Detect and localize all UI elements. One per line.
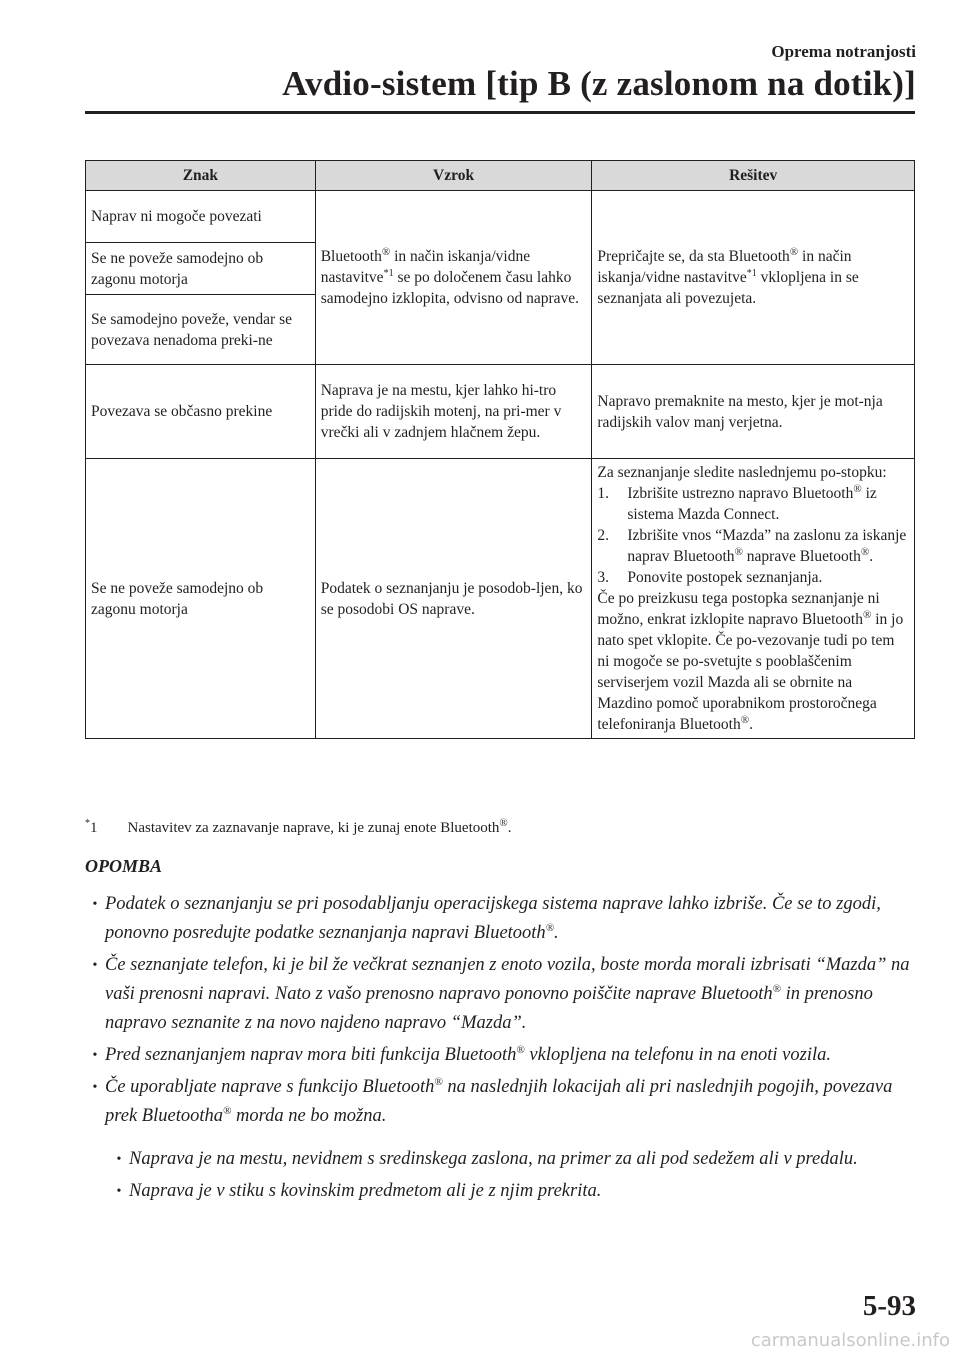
column-header-solution: Rešitev: [592, 161, 915, 191]
sub-note-list: [109, 1145, 915, 1206]
solution-cell: Napravo premaknite na mesto, kjer je mot-nja radijskih valov manj verjetna.: [592, 365, 915, 459]
list-item: • Če seznanjate telefon, ki je bil že večkrat seznanjen z enoto vozila, boste morda morali izbrisati “Mazda” na vaši prenosni napravi. Nato z vašo prenosno napravo ponovno poiščite naprave Bluetooth® in prenosno napravo seznanite z na novo najdeno napravo “Mazda”.: [85, 951, 915, 1038]
procedure-outro: Če po preizkusu tega postopka seznanjanje ni možno, enkrat izklopite napravo Bluetooth® in jo nato spet vklopite. Če po-vezovanje tudi po tem ni mogoče se po-svetujte s pooblaščenim serviserjem vozil Mazda ali se obrnite na Mazdino pomoč uporabnikom prostoročnega telefoniranja Bluetooth®.: [597, 590, 904, 733]
list-item: • Naprava je v stiku s kovinskim predmetom ali je z njim prekrita.: [109, 1177, 915, 1206]
symptom-cell: Se ne poveže samodejno ob zagonu motorja: [86, 243, 316, 295]
procedure-steps: [597, 483, 909, 588]
symptom-cell: Se ne poveže samodejno ob zagonu motorja: [86, 459, 316, 739]
cause-cell: Podatek o seznanjanju je posodob-ljen, ko se posodobi OS naprave.: [315, 459, 592, 739]
column-header-cause: Vzrok: [315, 161, 592, 191]
procedure-step: 3. Ponovite postopek seznanjanja.: [597, 569, 823, 586]
page-number: 5-93: [862, 1290, 916, 1322]
procedure-step: 2. Izbrišite vnos “Mazda” na zaslonu za iskanje naprav Bluetooth® naprave Bluetooth®.: [597, 527, 907, 565]
table-row: [86, 191, 915, 243]
bullet-icon: •: [92, 1080, 98, 1095]
procedure-step: 1. Izbrišite ustrezno napravo Bluetooth® iz sistema Mazda Connect.: [597, 482, 877, 523]
symptom-cell: Se samodejno poveže, vendar se povezava nenadoma preki-ne: [86, 295, 316, 365]
procedure-intro: Za seznanjanje sledite naslednjemu po-stopku:: [597, 464, 887, 481]
footnote: *1 Nastavitev za zaznavanje naprave, ki je zunaj enote Bluetooth®.: [85, 817, 512, 836]
table-row: [86, 365, 915, 459]
column-header-symptom: Znak: [86, 161, 316, 191]
cause-cell: Bluetooth® in način iskanja/vidne nastavitve$^{*1}$ se po določenem času lahko samodejno izklopita, odvisno od naprave.: [315, 191, 592, 365]
bullet-icon: •: [116, 1152, 122, 1167]
list-item: • Če uporabljate naprave s funkcijo Bluetooth® na naslednjih lokacijah ali pri naslednjih pogojih, povezava prek Bluetootha® morda ne bo možna.: [85, 1073, 915, 1131]
solution-cell: [592, 459, 915, 739]
troubleshooting-table: [85, 160, 915, 739]
list-item: • Naprava je na mestu, nevidnem s sredinskega zaslona, na primer za ali pod sedežem ali v predalu.: [109, 1145, 915, 1174]
bullet-icon: •: [92, 897, 98, 912]
section-label: Oprema notranjosti: [771, 42, 916, 61]
bullet-icon: •: [116, 1184, 122, 1199]
table-header-row: [86, 161, 915, 191]
header-divider: [85, 111, 915, 114]
bullet-icon: •: [92, 958, 98, 973]
symptom-cell: Naprav ni mogoče povezati: [86, 191, 316, 243]
watermark: carmanualsonline.info: [750, 1330, 950, 1351]
bullet-icon: •: [92, 1048, 98, 1063]
page-title: Avdio-sistem [tip B (z zaslonom na dotik)]: [282, 64, 916, 103]
table-row: [86, 459, 915, 739]
symptom-cell: Povezava se občasno prekine: [86, 365, 316, 459]
list-item: • Podatek o seznanjanju se pri posodabljanju operacijskega sistema naprave lahko izbriše. Če se to zgodi, ponovno posredujte podatke seznanjanja napravi Bluetooth®.: [85, 890, 915, 948]
note-list: [85, 890, 915, 1209]
list-item: • Pred seznanjanjem naprav mora biti funkcija Bluetooth® vklopljena na telefonu in na enoti vozila.: [85, 1041, 915, 1070]
cause-cell: Naprava je na mestu, kjer lahko hi-tro pride do radijskih motenj, na pri-mer v vrečki ali v zadnjem hlačnem žepu.: [315, 365, 592, 459]
note-heading: OPOMBA: [85, 856, 163, 876]
solution-cell: Prepričajte se, da sta Bluetooth® in način iskanja/vidne nastavitve$^{*1}$ vklopljena in se seznanjata ali povezujeta.: [592, 191, 915, 365]
